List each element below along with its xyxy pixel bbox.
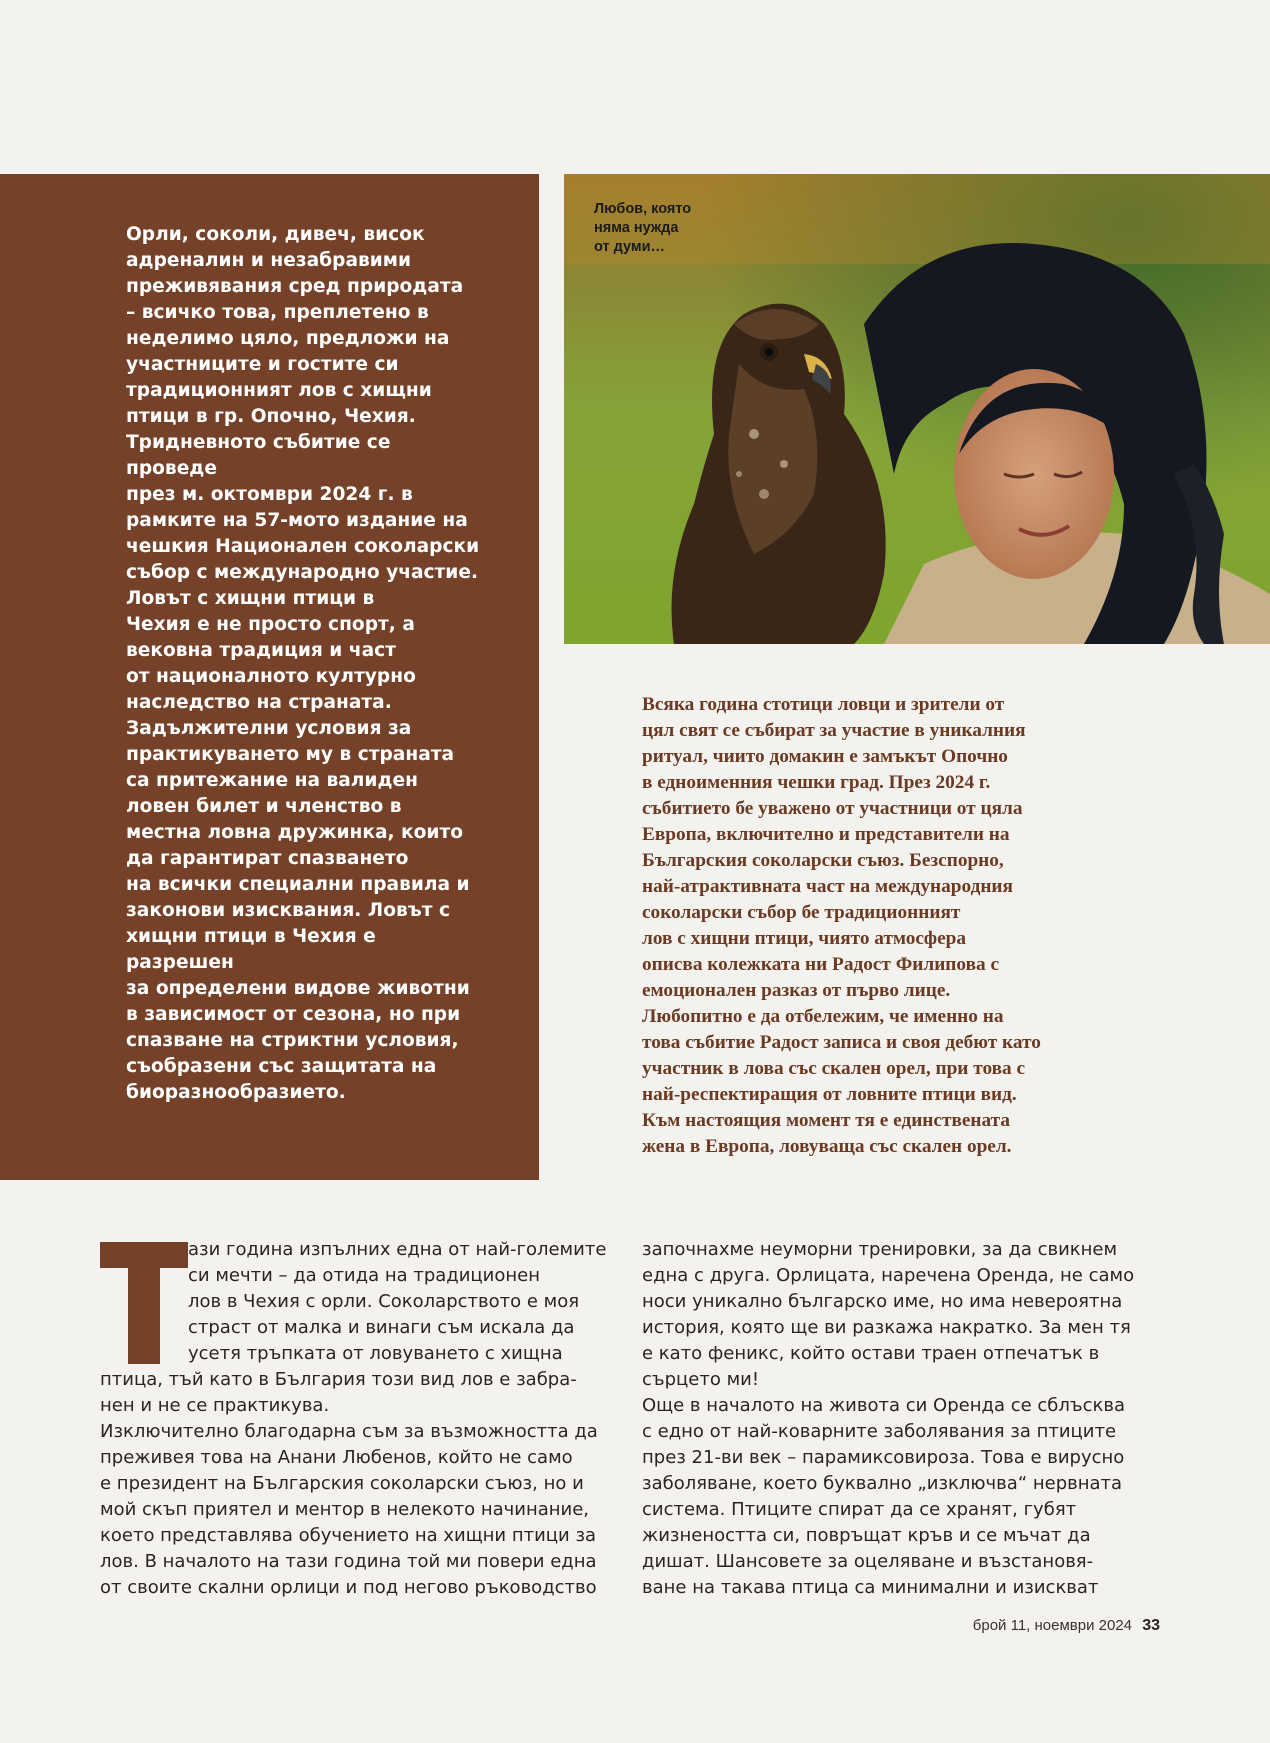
intro-text: Орли, соколи, дивеч, висок адреналин и незабравими преживявания сред природата – всичко това, преплетено в неделимо цяло, предложи на участниците и гостите си традиционният лов с хищни птици в гр. Опочно, Чехия. Тридневното събитие се проведе през м. октомври 2024 г. в рамките на 57-мото издание на чешкия Национален соколарски събор с международно участие. Ловът с хищни птици в Чехия е не просто спорт, а вековна традиция и част от националното културно наследство на страната. Задължителни условия за практикуването му в страната са притежание на валиден ловен билет и членство в местна ловна дружинка, които да гарантират спазването на всички специални правила и законови изисквания. Ловът с хищни птици в Чехия е разрешен за определени видове животни в зависимост от сезона, но при спазване на стриктни условия, съобразени със защитата на биоразнообразието. [126,224,480,1103]
article-left-opening: ази година изпълних една от най-големите си мечти – да отида на традиционен лов в Чехия с орли. Соколарството е моя страст от малка и винаги съм искала да усетя тръпката от ловуването с хищна [188,1239,607,1364]
issue-label: брой 11, ноември 2024 [972,1617,1133,1634]
article-left-column: птица, тъй като в България този вид лов е забра- нен и не се практикува. Изключително благодарна съм за възможността да преживея това на Анани Любенов, който не само е президент на Българския соколарски съюз, но и мой скъп приятел и ментор в нелекото начинание, което представлява обучението на хищни птици за лов. В началото на тази година той ми повери една от своите скални орлици и под негово ръководство [100,1369,598,1598]
photo-caption: Любов, която няма нужда от думи… [594,201,692,255]
page-footer [973,1617,1160,1635]
dropcap-letter [100,1242,188,1364]
lead-paragraph: Всяка година стотици ловци и зрители от цял свят се събират за участие в уникалния ритуал, чиито домакин е замъкът Опочно в едноименния чешки град. През 2024 г. събитието бе уважено от участници от цяла Европа, включително и представители на Българския соколарски съюз. Безспорно, най-атрактивната част на международния соколарски събор бе традиционният лов с хищни птици, чиято атмосфера описва колежката ни Радост Филипова с емоционален разказ от първо лице. Любопитно е да отбележим, че именно на това събитие Радост записа и своя дебют като участник в лова със скален орел, при това с най-респектиращия от ловните птици вид. Към настоящия момент тя е единствената жена в Европа, ловуваща със скален орел. [642,694,1041,1157]
article-right-column: започнахме неуморни тренировки, за да свикнем една с друга. Орлицата, наречена Оренда, не само носи уникално българско име, но има невероятна история, която ще ви разкажа накратко. За мен тя е като феникс, който остави траен отпечатък в сърцето ми! Още в началото на живота си Оренда се сблъсква с едно от най-коварните заболявания за птиците през 21-ви век – парамиксовироза. Това е вирусно заболяване, което буквално „изключва“ нервната система. Птиците спират да се хранят, губят жизнеността си, повръщат кръв и се мъчат да дишат. Шансовете за оцеляване и възстановя- ване на такава птица са минимални и изискват [642,1239,1135,1598]
page-number: 33 [1142,1617,1160,1634]
